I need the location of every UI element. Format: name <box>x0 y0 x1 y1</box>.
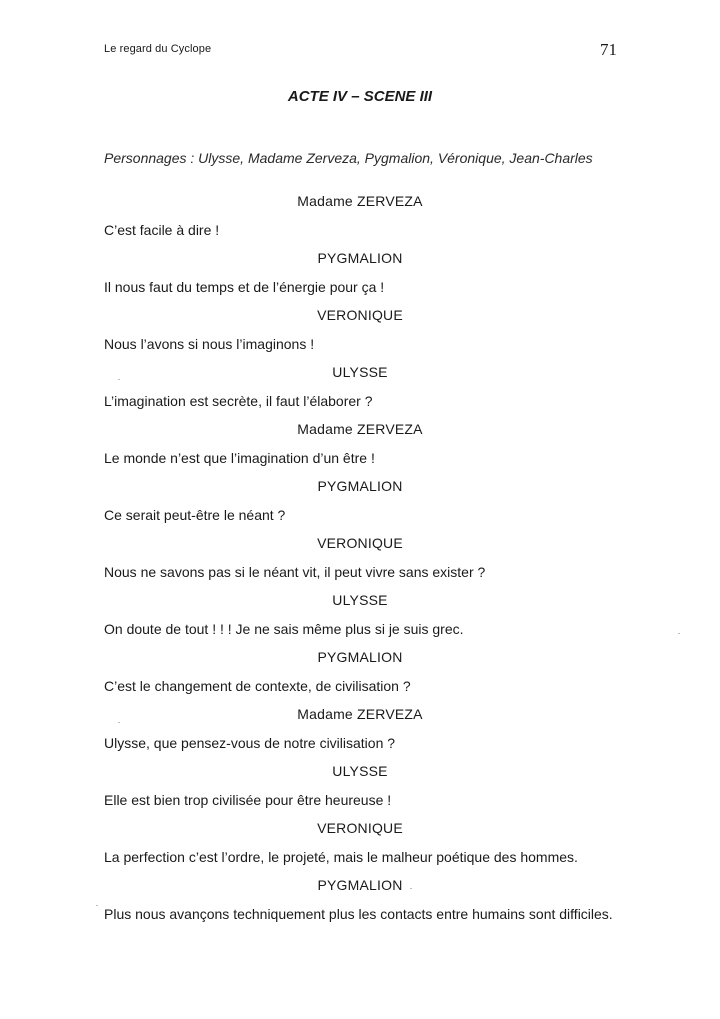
speaker-name: ULYSSE <box>332 592 388 608</box>
dialogue-turn <box>0 649 720 706</box>
speaker-name: ULYSSE <box>332 364 388 380</box>
dialogue <box>0 193 720 934</box>
character-list: Personnages : Ulysse, Madame Zerveza, Pygmalion, Véronique, Jean-Charles <box>104 150 593 166</box>
scan-speck <box>118 722 120 723</box>
dialogue-turn <box>0 763 720 820</box>
running-head: Le regard du Cyclope <box>104 43 212 55</box>
speaker-name: ULYSSE <box>332 763 388 779</box>
speaker-name: VERONIQUE <box>317 307 403 323</box>
dialogue-line: La perfection c’est l’ordre, le projeté, mais le malheur poétique des hommes. <box>104 849 578 865</box>
speaker-name: PYGMALION <box>317 877 403 893</box>
dialogue-line: Ulysse, que pensez-vous de notre civilisation ? <box>104 735 396 751</box>
dialogue-line: Il nous faut du temps et de l’énergie pour ça ! <box>104 279 385 295</box>
dialogue-turn <box>0 250 720 307</box>
speaker-name: PYGMALION <box>317 250 403 266</box>
dialogue-line: Elle est bien trop civilisée pour être heureuse ! <box>104 792 392 808</box>
dialogue-line: Nous ne savons pas si le néant vit, il peut vivre sans exister ? <box>104 564 486 580</box>
dialogue-line: L’imagination est secrète, il faut l’élaborer ? <box>104 393 373 409</box>
dialogue-turn <box>0 535 720 592</box>
dialogue-turn <box>0 193 720 250</box>
speaker-name: VERONIQUE <box>317 820 403 836</box>
page-number: 71 <box>600 40 617 59</box>
dialogue-turn <box>0 592 720 649</box>
dialogue-turn <box>0 364 720 421</box>
dialogue-line: C’est facile à dire ! <box>104 222 220 238</box>
scene-title: ACTE IV – SCENE III <box>287 88 433 105</box>
dialogue-line: Plus nous avançons techniquement plus les contacts entre humains sont difficiles. <box>104 906 613 922</box>
dialogue-line: Le monde n’est que l’imagination d’un être ! <box>104 450 375 466</box>
scan-speck <box>678 633 680 634</box>
scan-speck <box>410 888 412 889</box>
dialogue-line: Nous l’avons si nous l’imaginons ! <box>104 336 315 352</box>
speaker-name: VERONIQUE <box>317 535 403 551</box>
dialogue-line: C’est le changement de contexte, de civilisation ? <box>104 678 411 694</box>
speaker-name: Madame ZERVEZA <box>297 706 423 722</box>
speaker-name: Madame ZERVEZA <box>297 421 423 437</box>
dialogue-turn <box>0 478 720 535</box>
scan-speck <box>118 379 120 380</box>
dialogue-line: Ce serait peut-être le néant ? <box>104 507 286 523</box>
speaker-name: Madame ZERVEZA <box>297 193 423 209</box>
dialogue-turn <box>0 307 720 364</box>
scan-speck <box>96 905 98 906</box>
dialogue-turn <box>0 706 720 763</box>
dialogue-turn <box>0 820 720 877</box>
dialogue-turn <box>0 877 720 934</box>
speaker-name: PYGMALION <box>317 478 403 494</box>
dialogue-line: On doute de tout ! ! ! Je ne sais même plus si je suis grec. <box>104 621 464 637</box>
speaker-name: PYGMALION <box>317 649 403 665</box>
dialogue-turn <box>0 421 720 478</box>
